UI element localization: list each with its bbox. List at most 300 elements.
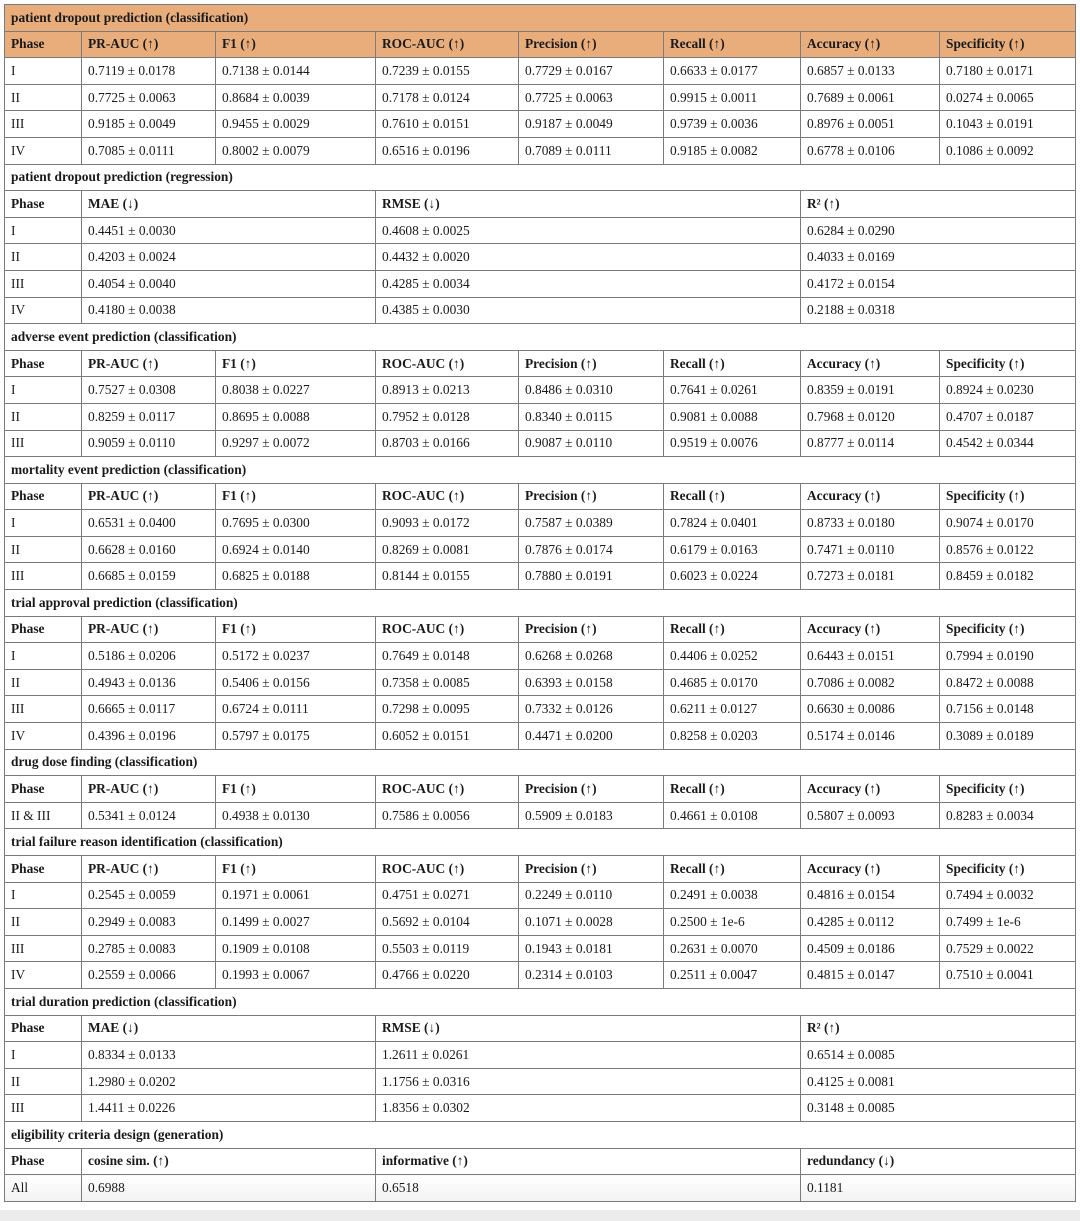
metric-cell: 0.6211 ± 0.0127: [664, 696, 801, 723]
column-header-precision: Precision (↑): [519, 776, 664, 803]
section-title-patient-dropout-prediction-classification: patient dropout prediction (classification): [5, 5, 1076, 32]
table-row: [5, 723, 1076, 750]
metric-cell: 0.2491 ± 0.0038: [664, 882, 801, 909]
section-title-trial-duration-prediction-classification: trial duration prediction (classification): [5, 988, 1076, 1015]
table-row: [5, 882, 1076, 909]
metric-cell: 0.7587 ± 0.0389: [519, 510, 664, 537]
metric-cell: 0.5174 ± 0.0146: [801, 723, 940, 750]
metric-cell: 0.6023 ± 0.0224: [664, 563, 801, 590]
column-header-f1: F1 (↑): [216, 776, 376, 803]
column-header-informative: informative (↑): [376, 1148, 801, 1175]
column-header-f1: F1 (↑): [216, 31, 376, 58]
metric-cell: 0.6516 ± 0.0196: [376, 137, 519, 164]
metric-cell: 0.6518: [376, 1175, 801, 1202]
metric-cell: 0.9059 ± 0.0110: [82, 430, 216, 457]
metric-cell: 0.8913 ± 0.0213: [376, 377, 519, 404]
phase-cell: III: [5, 1095, 82, 1122]
metric-cell: 0.7085 ± 0.0111: [82, 137, 216, 164]
column-header-roc-auc: ROC-AUC (↑): [376, 31, 519, 58]
phase-cell: II & III: [5, 802, 82, 829]
column-header-cosine-sim: cosine sim. (↑): [82, 1148, 376, 1175]
column-header-phase: Phase: [5, 1148, 82, 1175]
metric-cell: 0.4033 ± 0.0169: [801, 244, 1076, 271]
results-table: [4, 4, 1076, 1202]
section-title-trial-failure-reason-identification-classification: trial failure reason identification (classification): [5, 829, 1076, 856]
section-title-row: [5, 829, 1076, 856]
table-row: [5, 1042, 1076, 1069]
metric-cell: 0.9087 ± 0.0110: [519, 430, 664, 457]
metric-cell: 0.1071 ± 0.0028: [519, 909, 664, 936]
table-row: [5, 696, 1076, 723]
metric-cell: 0.6630 ± 0.0086: [801, 696, 940, 723]
section-title-row: [5, 1121, 1076, 1148]
section-title-eligibility-criteria-design-generation: eligibility criteria design (generation): [5, 1121, 1076, 1148]
column-header-precision: Precision (↑): [519, 483, 664, 510]
phase-cell: II: [5, 403, 82, 430]
metric-cell: 0.1181: [801, 1175, 1076, 1202]
phase-cell: III: [5, 563, 82, 590]
metric-cell: 0.8703 ± 0.0166: [376, 430, 519, 457]
metric-cell: 0.8259 ± 0.0117: [82, 403, 216, 430]
table-row: [5, 244, 1076, 271]
metric-cell: 0.8472 ± 0.0088: [940, 669, 1076, 696]
section-title-drug-dose-finding-classification: drug dose finding (classification): [5, 749, 1076, 776]
metric-cell: 0.9915 ± 0.0011: [664, 84, 801, 111]
metric-cell: 0.4661 ± 0.0108: [664, 802, 801, 829]
phase-cell: All: [5, 1175, 82, 1202]
column-header-phase: Phase: [5, 776, 82, 803]
metric-cell: 0.2511 ± 0.0047: [664, 962, 801, 989]
metric-cell: 0.7695 ± 0.0300: [216, 510, 376, 537]
column-header-specificity: Specificity (↑): [940, 31, 1076, 58]
metric-cell: 0.7649 ± 0.0148: [376, 643, 519, 670]
metric-cell: 1.1756 ± 0.0316: [376, 1068, 801, 1095]
column-header-precision: Precision (↑): [519, 31, 664, 58]
metric-cell: 0.7119 ± 0.0178: [82, 58, 216, 85]
metric-cell: 0.8733 ± 0.0180: [801, 510, 940, 537]
column-header-phase: Phase: [5, 191, 82, 218]
table-row: [5, 802, 1076, 829]
table-row: [5, 377, 1076, 404]
table-row: [5, 643, 1076, 670]
metric-cell: 0.7641 ± 0.0261: [664, 377, 801, 404]
header-row: [5, 616, 1076, 643]
metric-cell: 0.7725 ± 0.0063: [519, 84, 664, 111]
metric-cell: 1.4411 ± 0.0226: [82, 1095, 376, 1122]
metric-cell: 0.7138 ± 0.0144: [216, 58, 376, 85]
column-header-specificity: Specificity (↑): [940, 776, 1076, 803]
table-row: [5, 297, 1076, 324]
metric-cell: 0.7529 ± 0.0022: [940, 935, 1076, 962]
metric-cell: 0.2545 ± 0.0059: [82, 882, 216, 909]
metric-cell: 0.2949 ± 0.0083: [82, 909, 216, 936]
section-title-row: [5, 5, 1076, 32]
column-header-accuracy: Accuracy (↑): [801, 776, 940, 803]
metric-cell: 0.2500 ± 1e-6: [664, 909, 801, 936]
metric-cell: 0.6825 ± 0.0188: [216, 563, 376, 590]
column-header-roc-auc: ROC-AUC (↑): [376, 483, 519, 510]
metric-cell: 0.0274 ± 0.0065: [940, 84, 1076, 111]
metric-cell: 0.4172 ± 0.0154: [801, 270, 1076, 297]
column-header-accuracy: Accuracy (↑): [801, 616, 940, 643]
section-title-mortality-event-prediction-classification: mortality event prediction (classification): [5, 457, 1076, 484]
column-header-accuracy: Accuracy (↑): [801, 350, 940, 377]
header-row: [5, 350, 1076, 377]
metric-cell: 0.4285 ± 0.0112: [801, 909, 940, 936]
metric-cell: 0.7968 ± 0.0120: [801, 403, 940, 430]
metric-cell: 0.4203 ± 0.0024: [82, 244, 376, 271]
phase-cell: III: [5, 696, 82, 723]
phase-cell: IV: [5, 723, 82, 750]
metric-cell: 0.6268 ± 0.0268: [519, 643, 664, 670]
table-row: [5, 84, 1076, 111]
metric-cell: 0.8486 ± 0.0310: [519, 377, 664, 404]
table-row: [5, 563, 1076, 590]
metric-cell: 0.7527 ± 0.0308: [82, 377, 216, 404]
column-header-pr-auc: PR-AUC (↑): [82, 856, 216, 883]
metric-cell: 0.8924 ± 0.0230: [940, 377, 1076, 404]
metric-cell: 0.4542 ± 0.0344: [940, 430, 1076, 457]
metric-cell: 0.8340 ± 0.0115: [519, 403, 664, 430]
metric-cell: 0.7089 ± 0.0111: [519, 137, 664, 164]
metric-cell: 0.2559 ± 0.0066: [82, 962, 216, 989]
metric-cell: 0.7298 ± 0.0095: [376, 696, 519, 723]
metric-cell: 0.8269 ± 0.0081: [376, 536, 519, 563]
phase-cell: IV: [5, 962, 82, 989]
metric-cell: 0.6179 ± 0.0163: [664, 536, 801, 563]
table-row: [5, 536, 1076, 563]
column-header-specificity: Specificity (↑): [940, 856, 1076, 883]
metric-cell: 0.5341 ± 0.0124: [82, 802, 216, 829]
phase-cell: II: [5, 536, 82, 563]
metric-cell: 0.8576 ± 0.0122: [940, 536, 1076, 563]
column-header-precision: Precision (↑): [519, 856, 664, 883]
metric-cell: 0.4471 ± 0.0200: [519, 723, 664, 750]
column-header-f1: F1 (↑): [216, 350, 376, 377]
metric-cell: 0.7586 ± 0.0056: [376, 802, 519, 829]
metric-cell: 0.2188 ± 0.0318: [801, 297, 1076, 324]
metric-cell: 0.9185 ± 0.0049: [82, 111, 216, 138]
metric-cell: 0.4285 ± 0.0034: [376, 270, 801, 297]
metric-cell: 0.7332 ± 0.0126: [519, 696, 664, 723]
metric-cell: 0.9081 ± 0.0088: [664, 403, 801, 430]
column-header-specificity: Specificity (↑): [940, 483, 1076, 510]
page-bottom-edge: [0, 1210, 1080, 1221]
table-row: [5, 137, 1076, 164]
column-header-recall: Recall (↑): [664, 616, 801, 643]
column-header-pr-auc: PR-AUC (↑): [82, 31, 216, 58]
column-header-phase: Phase: [5, 31, 82, 58]
metric-cell: 0.3089 ± 0.0189: [940, 723, 1076, 750]
metric-cell: 0.6284 ± 0.0290: [801, 217, 1076, 244]
phase-cell: II: [5, 244, 82, 271]
phase-cell: I: [5, 882, 82, 909]
table-row: [5, 962, 1076, 989]
column-header-recall: Recall (↑): [664, 776, 801, 803]
metric-cell: 0.9739 ± 0.0036: [664, 111, 801, 138]
metric-cell: 1.2980 ± 0.0202: [82, 1068, 376, 1095]
metric-cell: 0.4406 ± 0.0252: [664, 643, 801, 670]
metric-cell: 0.7876 ± 0.0174: [519, 536, 664, 563]
column-header-phase: Phase: [5, 350, 82, 377]
metric-cell: 0.8459 ± 0.0182: [940, 563, 1076, 590]
metric-cell: 0.8777 ± 0.0114: [801, 430, 940, 457]
metric-cell: 0.4509 ± 0.0186: [801, 935, 940, 962]
metric-cell: 0.9519 ± 0.0076: [664, 430, 801, 457]
metric-cell: 0.7178 ± 0.0124: [376, 84, 519, 111]
metric-cell: 0.7156 ± 0.0148: [940, 696, 1076, 723]
metric-cell: 0.4685 ± 0.0170: [664, 669, 801, 696]
metric-cell: 0.9185 ± 0.0082: [664, 137, 801, 164]
header-row: [5, 856, 1076, 883]
table-row: [5, 669, 1076, 696]
metric-cell: 1.8356 ± 0.0302: [376, 1095, 801, 1122]
metric-cell: 0.1086 ± 0.0092: [940, 137, 1076, 164]
metric-cell: 0.7494 ± 0.0032: [940, 882, 1076, 909]
table-row: [5, 430, 1076, 457]
metric-cell: 0.6857 ± 0.0133: [801, 58, 940, 85]
header-row: [5, 31, 1076, 58]
metric-cell: 0.4396 ± 0.0196: [82, 723, 216, 750]
metric-cell: 0.4766 ± 0.0220: [376, 962, 519, 989]
column-header-phase: Phase: [5, 483, 82, 510]
metric-cell: 0.8002 ± 0.0079: [216, 137, 376, 164]
metric-cell: 0.6685 ± 0.0159: [82, 563, 216, 590]
metric-cell: 0.8283 ± 0.0034: [940, 802, 1076, 829]
column-header-roc-auc: ROC-AUC (↑): [376, 856, 519, 883]
section-title-patient-dropout-prediction-regression: patient dropout prediction (regression): [5, 164, 1076, 191]
metric-cell: 0.7358 ± 0.0085: [376, 669, 519, 696]
metric-cell: 0.6724 ± 0.0111: [216, 696, 376, 723]
column-header-recall: Recall (↑): [664, 856, 801, 883]
phase-cell: III: [5, 935, 82, 962]
column-header-phase: Phase: [5, 1015, 82, 1042]
metric-cell: 0.7725 ± 0.0063: [82, 84, 216, 111]
metric-cell: 0.4707 ± 0.0187: [940, 403, 1076, 430]
metric-cell: 0.4943 ± 0.0136: [82, 669, 216, 696]
column-header-phase: Phase: [5, 856, 82, 883]
metric-cell: 0.9074 ± 0.0170: [940, 510, 1076, 537]
metric-cell: 0.5797 ± 0.0175: [216, 723, 376, 750]
metric-cell: 0.7824 ± 0.0401: [664, 510, 801, 537]
metric-cell: 0.7610 ± 0.0151: [376, 111, 519, 138]
table-row: [5, 270, 1076, 297]
metric-cell: 0.7880 ± 0.0191: [519, 563, 664, 590]
metric-cell: 0.2249 ± 0.0110: [519, 882, 664, 909]
results-table-body: [5, 5, 1076, 1202]
metric-cell: 0.9455 ± 0.0029: [216, 111, 376, 138]
metric-cell: 0.4751 ± 0.0271: [376, 882, 519, 909]
column-header-recall: Recall (↑): [664, 483, 801, 510]
phase-cell: II: [5, 669, 82, 696]
metric-cell: 0.8258 ± 0.0203: [664, 723, 801, 750]
column-header-r: R² (↑): [801, 191, 1076, 218]
metric-cell: 0.5503 ± 0.0119: [376, 935, 519, 962]
metric-cell: 0.5406 ± 0.0156: [216, 669, 376, 696]
section-title-row: [5, 590, 1076, 617]
phase-cell: II: [5, 84, 82, 111]
column-header-mae: MAE (↓): [82, 1015, 376, 1042]
metric-cell: 0.1499 ± 0.0027: [216, 909, 376, 936]
phase-cell: III: [5, 111, 82, 138]
phase-cell: I: [5, 510, 82, 537]
metric-cell: 0.1043 ± 0.0191: [940, 111, 1076, 138]
metric-cell: 0.7180 ± 0.0171: [940, 58, 1076, 85]
section-title-trial-approval-prediction-classification: trial approval prediction (classification): [5, 590, 1076, 617]
phase-cell: I: [5, 643, 82, 670]
phase-cell: I: [5, 58, 82, 85]
table-row: [5, 58, 1076, 85]
column-header-r: R² (↑): [801, 1015, 1076, 1042]
metric-cell: 0.8038 ± 0.0227: [216, 377, 376, 404]
metric-cell: 0.2314 ± 0.0103: [519, 962, 664, 989]
column-header-phase: Phase: [5, 616, 82, 643]
section-title-adverse-event-prediction-classification: adverse event prediction (classification): [5, 324, 1076, 351]
metric-cell: 0.1943 ± 0.0181: [519, 935, 664, 962]
section-title-row: [5, 324, 1076, 351]
column-header-recall: Recall (↑): [664, 350, 801, 377]
phase-cell: II: [5, 1068, 82, 1095]
column-header-specificity: Specificity (↑): [940, 350, 1076, 377]
section-title-row: [5, 164, 1076, 191]
table-row: [5, 217, 1076, 244]
column-header-roc-auc: ROC-AUC (↑): [376, 776, 519, 803]
table-row: [5, 111, 1076, 138]
column-header-recall: Recall (↑): [664, 31, 801, 58]
phase-cell: IV: [5, 297, 82, 324]
column-header-accuracy: Accuracy (↑): [801, 856, 940, 883]
column-header-roc-auc: ROC-AUC (↑): [376, 616, 519, 643]
metric-cell: 1.2611 ± 0.0261: [376, 1042, 801, 1069]
metric-cell: 0.6393 ± 0.0158: [519, 669, 664, 696]
column-header-mae: MAE (↓): [82, 191, 376, 218]
column-header-accuracy: Accuracy (↑): [801, 31, 940, 58]
metric-cell: 0.5172 ± 0.0237: [216, 643, 376, 670]
metric-cell: 0.7086 ± 0.0082: [801, 669, 940, 696]
metric-cell: 0.4815 ± 0.0147: [801, 962, 940, 989]
section-title-row: [5, 457, 1076, 484]
column-header-pr-auc: PR-AUC (↑): [82, 483, 216, 510]
column-header-pr-auc: PR-AUC (↑): [82, 776, 216, 803]
metric-cell: 0.3148 ± 0.0085: [801, 1095, 1076, 1122]
metric-cell: 0.5186 ± 0.0206: [82, 643, 216, 670]
column-header-specificity: Specificity (↑): [940, 616, 1076, 643]
metric-cell: 0.2631 ± 0.0070: [664, 935, 801, 962]
metric-cell: 0.4608 ± 0.0025: [376, 217, 801, 244]
metric-cell: 0.4432 ± 0.0020: [376, 244, 801, 271]
metric-cell: 0.7499 ± 1e-6: [940, 909, 1076, 936]
section-title-row: [5, 988, 1076, 1015]
metric-cell: 0.8359 ± 0.0191: [801, 377, 940, 404]
metric-cell: 0.8334 ± 0.0133: [82, 1042, 376, 1069]
column-header-f1: F1 (↑): [216, 856, 376, 883]
metric-cell: 0.2785 ± 0.0083: [82, 935, 216, 962]
column-header-accuracy: Accuracy (↑): [801, 483, 940, 510]
column-header-precision: Precision (↑): [519, 350, 664, 377]
metric-cell: 0.4054 ± 0.0040: [82, 270, 376, 297]
phase-cell: IV: [5, 137, 82, 164]
metric-cell: 0.6628 ± 0.0160: [82, 536, 216, 563]
table-row: [5, 510, 1076, 537]
column-header-redundancy: redundancy (↓): [801, 1148, 1076, 1175]
metric-cell: 0.7273 ± 0.0181: [801, 563, 940, 590]
metric-cell: 0.6988: [82, 1175, 376, 1202]
metric-cell: 0.1993 ± 0.0067: [216, 962, 376, 989]
metric-cell: 0.7239 ± 0.0155: [376, 58, 519, 85]
metric-cell: 0.9297 ± 0.0072: [216, 430, 376, 457]
metric-cell: 0.6514 ± 0.0085: [801, 1042, 1076, 1069]
metric-cell: 0.7510 ± 0.0041: [940, 962, 1076, 989]
header-row: [5, 1148, 1076, 1175]
column-header-pr-auc: PR-AUC (↑): [82, 616, 216, 643]
metric-cell: 0.4385 ± 0.0030: [376, 297, 801, 324]
metric-cell: 0.7952 ± 0.0128: [376, 403, 519, 430]
table-row: [5, 403, 1076, 430]
metric-cell: 0.8695 ± 0.0088: [216, 403, 376, 430]
metric-cell: 0.8976 ± 0.0051: [801, 111, 940, 138]
metric-cell: 0.1971 ± 0.0061: [216, 882, 376, 909]
metric-cell: 0.6633 ± 0.0177: [664, 58, 801, 85]
column-header-roc-auc: ROC-AUC (↑): [376, 350, 519, 377]
metric-cell: 0.7729 ± 0.0167: [519, 58, 664, 85]
metric-cell: 0.6531 ± 0.0400: [82, 510, 216, 537]
column-header-rmse: RMSE (↓): [376, 191, 801, 218]
metric-cell: 0.7689 ± 0.0061: [801, 84, 940, 111]
metric-cell: 0.6443 ± 0.0151: [801, 643, 940, 670]
metric-cell: 0.4180 ± 0.0038: [82, 297, 376, 324]
metric-cell: 0.6052 ± 0.0151: [376, 723, 519, 750]
column-header-rmse: RMSE (↓): [376, 1015, 801, 1042]
metric-cell: 0.4125 ± 0.0081: [801, 1068, 1076, 1095]
metric-cell: 0.9093 ± 0.0172: [376, 510, 519, 537]
metric-cell: 0.1909 ± 0.0108: [216, 935, 376, 962]
table-row: [5, 935, 1076, 962]
phase-cell: I: [5, 217, 82, 244]
table-row: [5, 909, 1076, 936]
metric-cell: 0.4938 ± 0.0130: [216, 802, 376, 829]
phase-cell: I: [5, 377, 82, 404]
column-header-f1: F1 (↑): [216, 616, 376, 643]
column-header-pr-auc: PR-AUC (↑): [82, 350, 216, 377]
phase-cell: III: [5, 430, 82, 457]
phase-cell: I: [5, 1042, 82, 1069]
phase-cell: III: [5, 270, 82, 297]
metric-cell: 0.7994 ± 0.0190: [940, 643, 1076, 670]
metric-cell: 0.6924 ± 0.0140: [216, 536, 376, 563]
phase-cell: II: [5, 909, 82, 936]
metric-cell: 0.8684 ± 0.0039: [216, 84, 376, 111]
metric-cell: 0.4451 ± 0.0030: [82, 217, 376, 244]
table-row: [5, 1068, 1076, 1095]
metric-cell: 0.5909 ± 0.0183: [519, 802, 664, 829]
metric-cell: 0.6778 ± 0.0106: [801, 137, 940, 164]
section-title-row: [5, 749, 1076, 776]
table-row: [5, 1175, 1076, 1202]
metric-cell: 0.6665 ± 0.0117: [82, 696, 216, 723]
table-row: [5, 1095, 1076, 1122]
header-row: [5, 191, 1076, 218]
metric-cell: 0.4816 ± 0.0154: [801, 882, 940, 909]
metric-cell: 0.7471 ± 0.0110: [801, 536, 940, 563]
metric-cell: 0.5692 ± 0.0104: [376, 909, 519, 936]
header-row: [5, 483, 1076, 510]
header-row: [5, 776, 1076, 803]
column-header-f1: F1 (↑): [216, 483, 376, 510]
metric-cell: 0.5807 ± 0.0093: [801, 802, 940, 829]
metric-cell: 0.8144 ± 0.0155: [376, 563, 519, 590]
column-header-precision: Precision (↑): [519, 616, 664, 643]
metric-cell: 0.9187 ± 0.0049: [519, 111, 664, 138]
